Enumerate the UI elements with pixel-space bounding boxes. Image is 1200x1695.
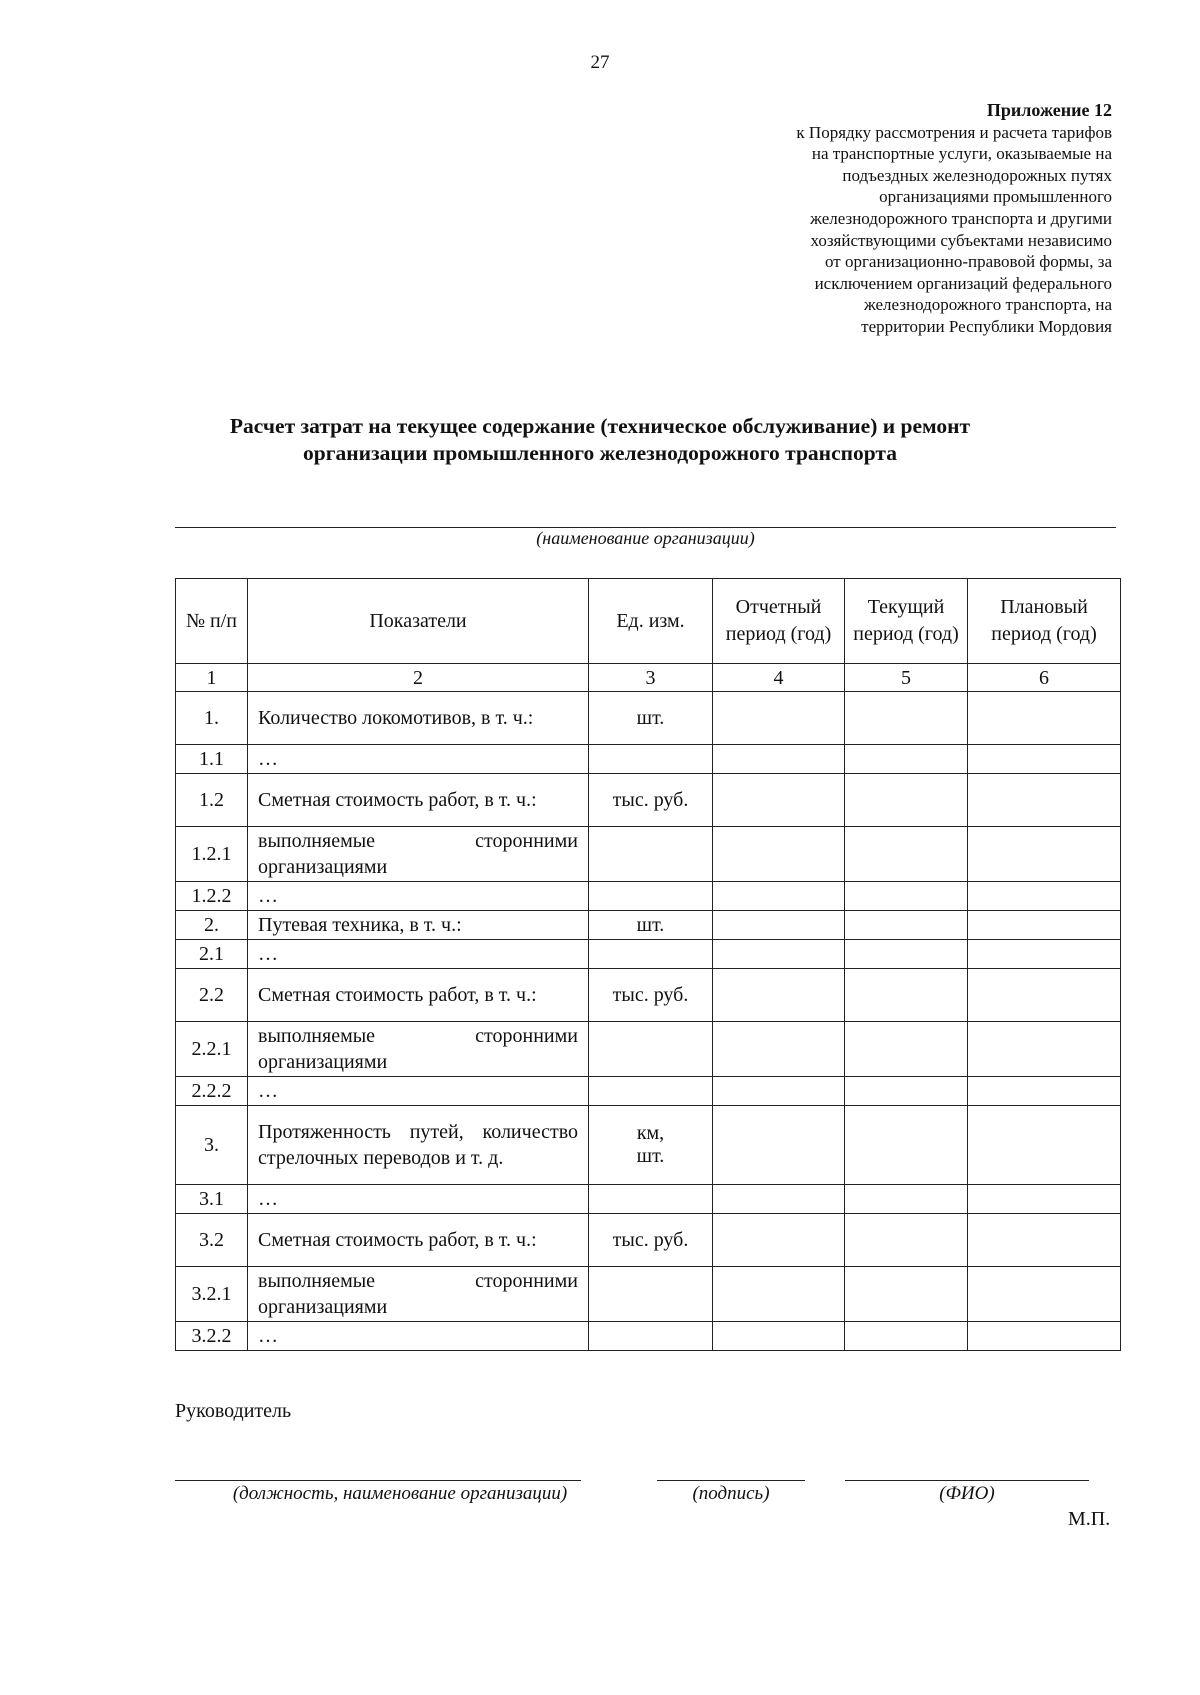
row-indicator: Протяженность путей, количество стрелочных переводов и т. д. <box>248 1106 589 1185</box>
row-unit <box>589 1022 713 1077</box>
table-row <box>176 1106 1121 1185</box>
appendix-line: к Порядку рассмотрения и расчета тарифов <box>796 122 1112 142</box>
value-cell[interactable] <box>968 774 1121 827</box>
value-cell[interactable] <box>968 1106 1121 1185</box>
row-indicator: выполняемые сторонними организациями <box>248 827 589 882</box>
row-unit <box>589 1185 713 1214</box>
value-cell[interactable] <box>968 1267 1121 1322</box>
row-indicator: Количество локомотивов, в т. ч.: <box>248 692 589 745</box>
header-number: № п/п <box>176 579 248 664</box>
column-number-row <box>176 664 1121 692</box>
value-cell[interactable] <box>713 827 845 882</box>
header-unit: Ед. изм. <box>589 579 713 664</box>
position-caption: (должность, наименование организации) <box>232 1483 568 1504</box>
table-row <box>176 969 1121 1022</box>
row-indicator: Сметная стоимость работ, в т. ч.: <box>248 1214 589 1267</box>
value-cell[interactable] <box>845 692 968 745</box>
row-unit: км, шт. <box>589 1106 713 1185</box>
value-cell[interactable] <box>713 692 845 745</box>
costs-table <box>175 578 1121 1351</box>
row-indicator: Путевая техника, в т. ч.: <box>248 911 589 940</box>
row-number: 1.1 <box>176 745 248 774</box>
value-cell[interactable] <box>845 1077 968 1106</box>
row-number: 3. <box>176 1106 248 1185</box>
row-number: 1.2 <box>176 774 248 827</box>
row-unit <box>589 745 713 774</box>
row-number: 2.2.1 <box>176 1022 248 1077</box>
organization-name-caption: (наименование организации) <box>536 528 755 548</box>
value-cell[interactable] <box>845 745 968 774</box>
row-unit: тыс. руб. <box>589 774 713 827</box>
document-title-line: Расчет затрат на текущее содержание (техническое обслуживание) и ремонт <box>229 414 971 438</box>
row-indicator: … <box>248 1322 589 1351</box>
row-indicator: … <box>248 1077 589 1106</box>
value-cell[interactable] <box>713 1077 845 1106</box>
value-cell[interactable] <box>713 1322 845 1351</box>
full-name-caption: (ФИО) <box>939 1483 995 1504</box>
column-number: 2 <box>248 664 589 692</box>
value-cell[interactable] <box>968 1077 1121 1106</box>
signature-label: Руководитель <box>175 1400 292 1422</box>
row-unit: шт. <box>589 692 713 745</box>
row-indicator: … <box>248 940 589 969</box>
appendix-block <box>692 100 1112 338</box>
row-unit: шт. <box>589 911 713 940</box>
table-row <box>176 882 1121 911</box>
value-cell[interactable] <box>845 774 968 827</box>
appendix-line: исключением организаций федерального <box>814 273 1112 293</box>
row-unit: тыс. руб. <box>589 1214 713 1267</box>
value-cell[interactable] <box>968 1185 1121 1214</box>
table-row <box>176 911 1121 940</box>
row-unit <box>589 882 713 911</box>
signature-line[interactable] <box>657 1480 805 1481</box>
column-number: 3 <box>589 664 713 692</box>
header-indicator: Показатели <box>248 579 589 664</box>
table-row <box>176 1322 1121 1351</box>
value-cell[interactable] <box>845 969 968 1022</box>
value-cell[interactable] <box>845 1267 968 1322</box>
value-cell[interactable] <box>845 1185 968 1214</box>
value-cell[interactable] <box>845 827 968 882</box>
table-row <box>176 1214 1121 1267</box>
appendix-line: территории Республики Мордовия <box>861 316 1112 336</box>
value-cell[interactable] <box>713 1267 845 1322</box>
value-cell[interactable] <box>968 1214 1121 1267</box>
row-unit <box>589 827 713 882</box>
row-number: 1. <box>176 692 248 745</box>
column-number: 4 <box>713 664 845 692</box>
table-row <box>176 940 1121 969</box>
value-cell[interactable] <box>713 911 845 940</box>
column-number: 1 <box>176 664 248 692</box>
document-title <box>0 413 1200 467</box>
appendix-line: хозяйствующими субъектами независимо <box>810 230 1112 250</box>
value-cell[interactable] <box>845 1214 968 1267</box>
row-number: 2. <box>176 911 248 940</box>
row-number: 1.2.2 <box>176 882 248 911</box>
row-number: 3.1 <box>176 1185 248 1214</box>
row-unit <box>589 1322 713 1351</box>
table-row <box>176 1077 1121 1106</box>
value-cell[interactable] <box>845 1106 968 1185</box>
table-header-row <box>176 579 1121 664</box>
appendix-title: Приложение 12 <box>986 100 1112 120</box>
appendix-line: железнодорожного транспорта, на <box>863 295 1112 315</box>
value-cell[interactable] <box>845 1322 968 1351</box>
value-cell[interactable] <box>713 1106 845 1185</box>
value-cell[interactable] <box>968 827 1121 882</box>
table-row <box>176 774 1121 827</box>
value-cell[interactable] <box>968 969 1121 1022</box>
value-cell[interactable] <box>713 1185 845 1214</box>
value-cell[interactable] <box>713 882 845 911</box>
row-unit: тыс. руб. <box>589 969 713 1022</box>
row-number: 3.2 <box>176 1214 248 1267</box>
value-cell[interactable] <box>968 1322 1121 1351</box>
table-row <box>176 1185 1121 1214</box>
value-cell[interactable] <box>713 940 845 969</box>
row-number: 2.2.2 <box>176 1077 248 1106</box>
row-indicator: … <box>248 1185 589 1214</box>
row-number: 3.2.2 <box>176 1322 248 1351</box>
value-cell[interactable] <box>845 1022 968 1077</box>
stamp-place: М.П. <box>1068 1508 1111 1530</box>
row-number: 3.2.1 <box>176 1267 248 1322</box>
value-cell[interactable] <box>968 911 1121 940</box>
row-unit <box>589 940 713 969</box>
value-cell[interactable] <box>968 940 1121 969</box>
value-cell[interactable] <box>713 1022 845 1077</box>
header-current-period: Текущий период (год) <box>845 579 968 664</box>
value-cell[interactable] <box>845 940 968 969</box>
row-indicator: … <box>248 745 589 774</box>
row-indicator: Сметная стоимость работ, в т. ч.: <box>248 774 589 827</box>
value-cell[interactable] <box>713 774 845 827</box>
appendix-line: организациями промышленного <box>879 187 1112 207</box>
full-name-line[interactable] <box>845 1480 1089 1481</box>
appendix-line: железнодорожного транспорта и другими <box>810 208 1112 228</box>
value-cell[interactable] <box>845 911 968 940</box>
header-planned-period: Плановый период (год) <box>968 579 1121 664</box>
table-row <box>176 745 1121 774</box>
row-unit <box>589 1077 713 1106</box>
value-cell[interactable] <box>968 692 1121 745</box>
value-cell[interactable] <box>713 1214 845 1267</box>
value-cell[interactable] <box>713 969 845 1022</box>
value-cell[interactable] <box>968 882 1121 911</box>
header-reporting-period: Отчетный период (год) <box>713 579 845 664</box>
value-cell[interactable] <box>713 745 845 774</box>
row-indicator: Сметная стоимость работ, в т. ч.: <box>248 969 589 1022</box>
row-number: 2.2 <box>176 969 248 1022</box>
page-number: 27 <box>590 52 610 73</box>
row-number: 1.2.1 <box>176 827 248 882</box>
signature-caption: (подпись) <box>692 1483 770 1504</box>
value-cell[interactable] <box>968 745 1121 774</box>
column-number: 6 <box>968 664 1121 692</box>
appendix-line: от организационно-правовой формы, за <box>825 252 1112 272</box>
row-indicator: … <box>248 882 589 911</box>
row-number: 2.1 <box>176 940 248 969</box>
column-number: 5 <box>845 664 968 692</box>
appendix-line: на транспортные услуги, оказываемые на <box>811 144 1112 164</box>
table-row <box>176 1022 1121 1077</box>
document-title-line: организации промышленного железнодорожного транспорта <box>302 441 897 465</box>
position-signature-line[interactable] <box>175 1480 581 1481</box>
value-cell[interactable] <box>845 882 968 911</box>
row-indicator: выполняемые сторонними организациями <box>248 1022 589 1077</box>
row-indicator: выполняемые сторонними организациями <box>248 1267 589 1322</box>
row-unit <box>589 1267 713 1322</box>
value-cell[interactable] <box>968 1022 1121 1077</box>
appendix-line: подъездных железнодорожных путях <box>842 165 1112 185</box>
table-row <box>176 1267 1121 1322</box>
table-row <box>176 692 1121 745</box>
table-row <box>176 827 1121 882</box>
